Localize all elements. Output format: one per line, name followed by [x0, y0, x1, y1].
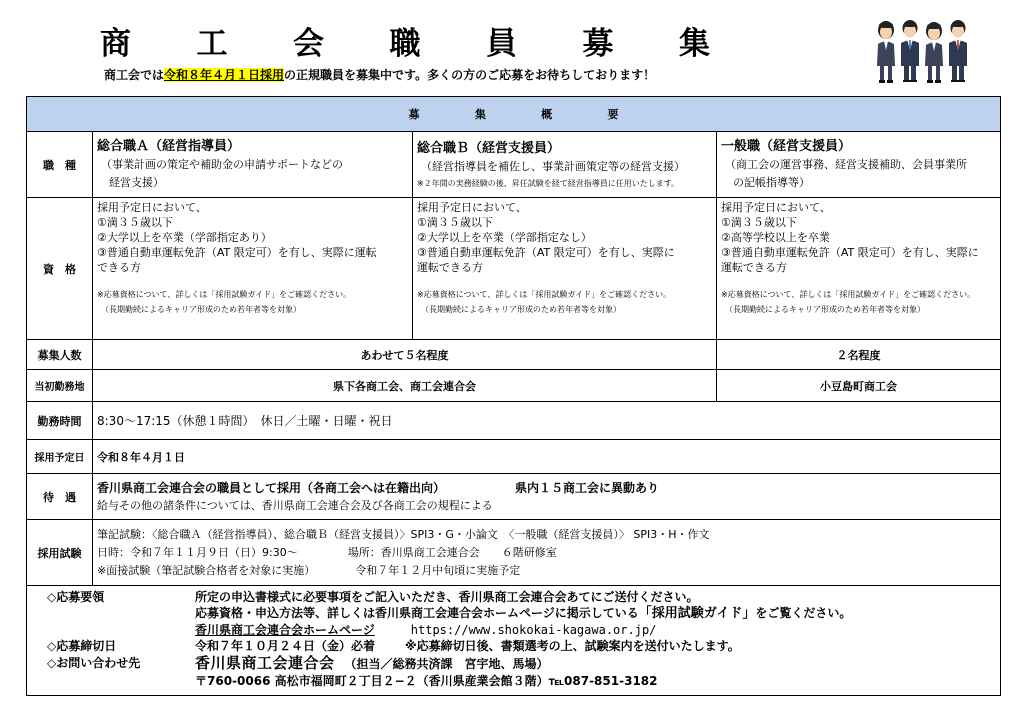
- apply-line1: 所定の申込書様式に必要事項をご記入いただき、香川県商工会連合会あてにご送付ください。: [195, 590, 699, 604]
- job-cell-a: [93, 132, 413, 198]
- job-title: 総合職Ｂ（経営支援員）: [417, 140, 561, 156]
- lead-highlight: 令和８年４月１日採用: [164, 68, 285, 82]
- qual-line: 運転できる方: [417, 261, 483, 274]
- qual-line: 採用予定日において、: [721, 201, 831, 214]
- apply-label: ◇応募要領: [47, 590, 105, 604]
- treatment-cell: [93, 474, 1001, 520]
- qual-note: ※応募資格について、詳しくは「採用試験ガイド」をご確認ください。: [97, 290, 352, 299]
- table-row-workplace: [27, 370, 1001, 402]
- row-label-exam: 採用試験: [27, 520, 93, 586]
- page-title: [100, 20, 710, 60]
- qual-line: ③普通自動車運転免許（AT 限定可）を有し、実際に: [721, 246, 979, 259]
- title-char: 商: [100, 25, 131, 62]
- table-heading-row: [27, 97, 1001, 132]
- apply-line2-pre: 応募資格・申込方法等、詳しくは香川県商工会連合会ホームページに掲示している: [195, 606, 639, 620]
- exam-line2b: 場所：香川県商工会連合会 ６階研修室: [347, 545, 557, 559]
- table-row-info: [27, 586, 1001, 696]
- table-row-headcount: [27, 340, 1001, 370]
- deadline-note: ※応募締切日後、書類選考の上、試験案内を送付いたします。: [405, 639, 740, 653]
- title-char: 工: [196, 25, 228, 62]
- apply-line2-post: をご覧ください。: [755, 606, 852, 620]
- business-people-icon: [874, 20, 972, 84]
- qual-line: ③普通自動車運転免許（AT 限定可）を有し、実際に: [417, 246, 675, 259]
- row-label-hours: 勤務時間: [27, 402, 93, 440]
- title-char: 員: [486, 25, 517, 62]
- table-heading: [27, 97, 1001, 132]
- title-char: 募: [582, 25, 614, 62]
- qual-line: ①満３５歳以下: [721, 216, 797, 229]
- qual-cell-b: [413, 198, 717, 340]
- job-desc: （商工会の運営事務、経営支援補助、会員事業所: [725, 157, 967, 171]
- info-box: [27, 586, 1001, 696]
- recruitment-table: [26, 96, 1001, 696]
- qual-note-2: （長期勤続によるキャリア形成のため若年者等を対象）: [725, 305, 925, 314]
- homepage-url[interactable]: https://www.shokokai-kagawa.or.jp/: [410, 623, 657, 637]
- exam-line1: 筆記試験：〈総合職Ａ（経営指導員）、総合職Ｂ（経営支援員）〉SPI3・G・小論文 〈一般職（経営支援員）〉 SPI3・H・作文: [97, 527, 710, 541]
- heading-char: 募: [408, 108, 420, 121]
- row-label-headcount: 募集人数: [27, 340, 93, 370]
- heading-char: 概: [541, 108, 553, 121]
- job-cell-b: [413, 132, 717, 198]
- treatment-line2: 給与その他の諸条件については、香川県商工会連合会及び各商工会の規程による: [97, 498, 493, 512]
- job-note: ※２年間の実務経験の後、昇任試験を経て経営指導員に任用いたします。: [417, 178, 680, 188]
- job-desc: （事業計画の策定や補助金の申請サポートなどの: [101, 157, 343, 171]
- qual-note: ※応募資格について、詳しくは「採用試験ガイド」をご確認ください。: [721, 290, 976, 299]
- qual-line: ②大学以上を卒業（学部指定なし）: [417, 231, 592, 244]
- job-desc: （経営指導員を補佐し、事業計画策定等の経営支援）: [421, 159, 685, 173]
- qual-note: ※応募資格について、詳しくは「採用試験ガイド」をご確認ください。: [417, 290, 672, 299]
- row-label-qualification: 資 格: [27, 198, 93, 340]
- table-row-job-type: [27, 132, 1001, 198]
- workplace-c: 小豆島町商工会: [717, 370, 1001, 402]
- qual-line: ③普通自動車運転免許（AT 限定可）を有し、実際に運転: [97, 246, 377, 259]
- table-row-treatment: [27, 474, 1001, 520]
- qual-line: 採用予定日において、: [417, 201, 527, 214]
- qual-line: できる方: [97, 261, 141, 274]
- exam-cell: [93, 520, 1001, 586]
- qual-line: ①満３５歳以下: [417, 216, 493, 229]
- start-date-value: 令和８年４月１日: [93, 440, 1001, 474]
- contact-label: ◇お問い合わせ先: [47, 656, 141, 670]
- qual-note-2: （長期勤続によるキャリア形成のため若年者等を対象）: [101, 305, 301, 314]
- treatment-line1: 香川県商工会連合会の職員として採用（各商工会へは在籍出向）: [97, 480, 446, 495]
- homepage-link[interactable]: 香川県商工会連合会ホームページ: [195, 623, 375, 637]
- deadline-value: 令和７年１０月２４日（金）必着: [195, 639, 376, 653]
- lead-post: の正規職員を募集中です。多くの方のご応募をお待ちしております！: [284, 68, 656, 82]
- title-char: 集: [679, 25, 710, 62]
- qual-cell-c: [717, 198, 1001, 340]
- contact-org: 香川県商工会連合会: [195, 654, 335, 672]
- qual-line: 運転できる方: [721, 261, 787, 274]
- table-row-hours: [27, 402, 1001, 440]
- workplace-ab: 県下各商工会、商工会連合会: [93, 370, 717, 402]
- job-title: 一般職（経営支援員）: [721, 138, 852, 154]
- headcount-c: ２名程度: [717, 340, 1001, 370]
- table-row-qualification: [27, 198, 1001, 340]
- table-row-start-date: [27, 440, 1001, 474]
- qual-line: ②高等学校以上を卒業: [721, 231, 830, 244]
- lead-pre: 商工会では: [104, 68, 165, 82]
- row-label-workplace: 当初勤務地: [27, 370, 93, 402]
- exam-line2a: 日時：令和７年１１月９日（日）9:30～: [97, 545, 298, 559]
- contact-address: 〒760-0066 高松市福岡町２丁目２−２（香川県産業会館３階）℡087-851-3182: [195, 674, 658, 688]
- heading-char: 要: [607, 108, 619, 121]
- qual-line: 採用予定日において、: [97, 201, 207, 214]
- qual-cell-a: [93, 198, 413, 340]
- lead-text: [104, 66, 655, 83]
- hours-value: 8:30～17:15（休憩１時間） 休日／土曜・日曜・祝日: [93, 402, 1001, 440]
- job-desc-2: 経営支援）: [109, 175, 164, 189]
- apply-line2-bold: 「採用試験ガイド」: [638, 606, 756, 621]
- exam-line3b: 令和７年１２月中旬頃に実施予定: [355, 563, 521, 577]
- job-desc-2: の記帳指導等）: [733, 175, 810, 189]
- exam-line3a: ※面接試験（筆記試験合格者を対象に実施）: [97, 563, 316, 577]
- row-label-start-date: 採用予定日: [27, 440, 93, 474]
- treatment-line1b: 県内１５商工会に異動あり: [515, 480, 660, 495]
- qual-line: ①満３５歳以下: [97, 216, 173, 229]
- contact-person: （担当／総務共済課 宮宇地、馬場）: [344, 657, 549, 671]
- table-row-exam: [27, 520, 1001, 586]
- qual-line: ②大学以上を卒業（学部指定あり）: [97, 231, 272, 244]
- heading-char: 集: [474, 108, 486, 121]
- title-char: 会: [293, 25, 324, 62]
- job-cell-c: [717, 132, 1001, 198]
- row-label-job-type: 職 種: [27, 132, 93, 198]
- deadline-label: ◇応募締切日: [47, 639, 117, 653]
- headcount-ab: あわせて５名程度: [93, 340, 717, 370]
- job-title: 総合職Ａ（経営指導員）: [97, 138, 241, 154]
- qual-note-2: （長期勤続によるキャリア形成のため若年者等を対象）: [421, 305, 621, 314]
- title-char: 職: [389, 25, 421, 62]
- row-label-treatment: 待 遇: [27, 474, 93, 520]
